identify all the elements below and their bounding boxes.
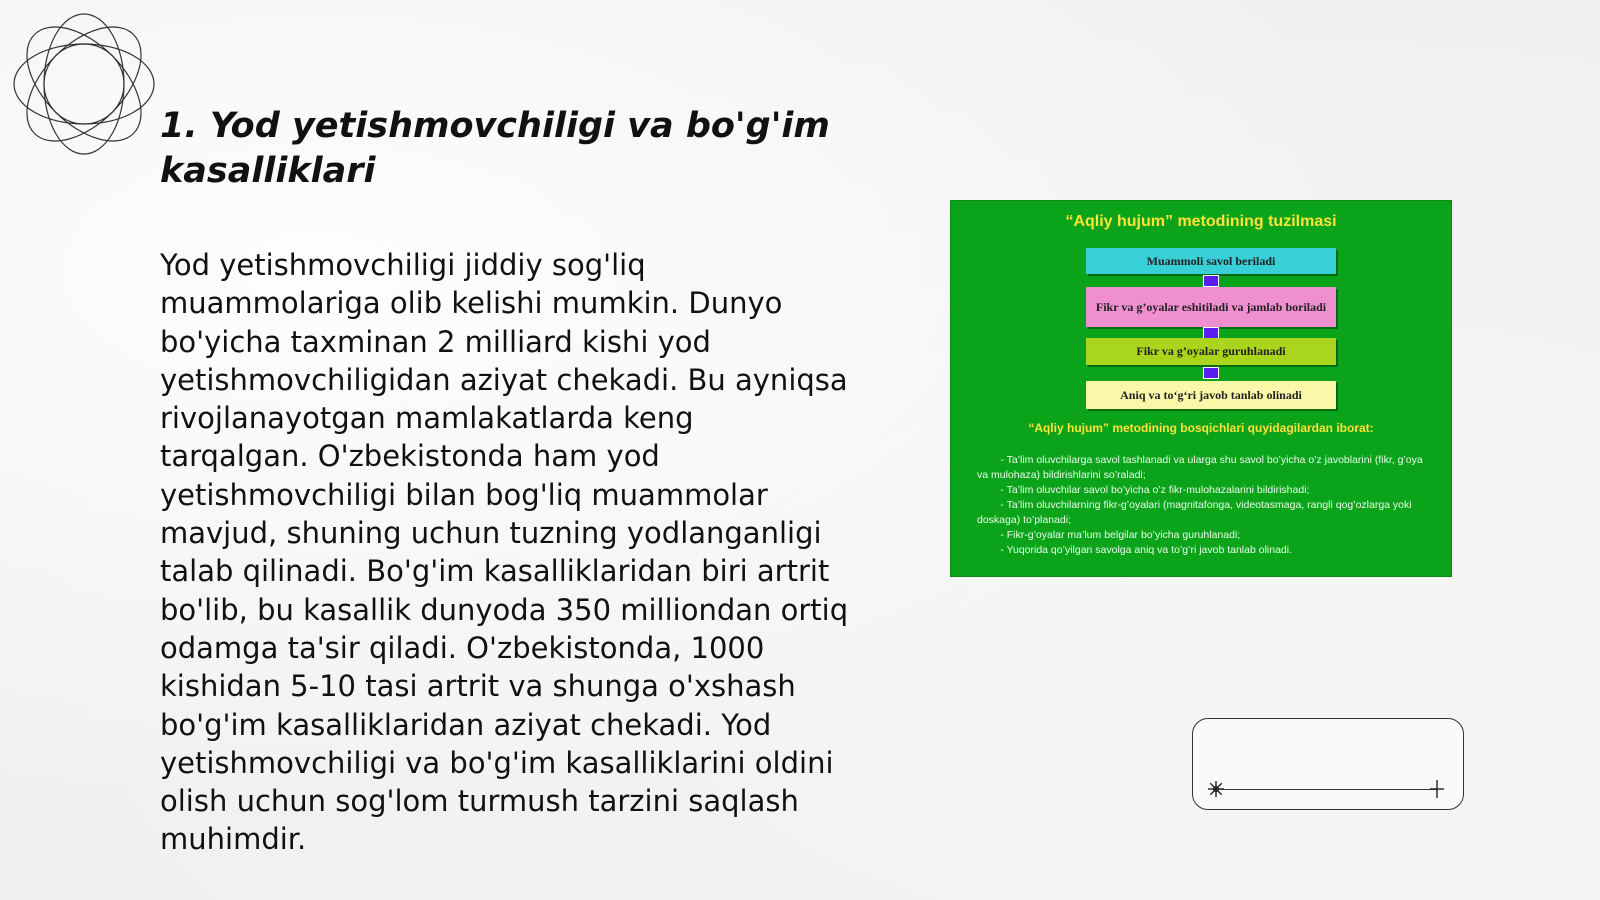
plus-icon (1427, 779, 1447, 799)
figure-title: “Aqliy hujum” metodining tuzilmasi (1065, 213, 1337, 230)
down-arrow-icon (1203, 367, 1219, 379)
page-title: 1. Yod yetishmovchiligi va bo'g'im kasalliklari (160, 106, 830, 191)
list-item: - Yuqorida qo’yilgan savolga aniq va to’g’ri javob tanlab olinadi. (977, 544, 1293, 556)
figure-step-2: Fikr va g’oyalar eshitiladi va jamlab boriladi (1086, 287, 1336, 327)
figure-step-1: Muammoli savol beriladi (1086, 248, 1336, 274)
body-paragraph: Yod yetishmovchiligi jiddiy sog'liq muammolariga olib kelishi mumkin. Dunyo bo'yicha taxminan 2 milliard kishi yod yetishmovchiligidan aziyat chekadi. Bu ayniqsa rivojlanayotgan mamlakatlarda keng tarqalgan. O'zbekistonda ham yod yetishmovchiligi bilan bog'liq muammolar mavjud, shuning uchun tuzning yodlanganligi talab qilinadi. Bo'g'im kasalliklaridan biri artrit bo'lib, bu kasallik dunyoda 350 milliondan ortiq odamga ta'sir qiladi. O'zbekistonda, 1000 kishidan 5-10 tasi artrit va shunga o'xshash bo'g'im kasalliklaridan aziyat chekadi. Yod yetishmovchiligi va bo'g'im kasalliklarini oldini olish uchun sog'lom turmush tarzini saqlash muhimdir. (160, 248, 849, 857)
list-item: - Ta’lim oluvchilarga savol tashlanadi va ularga shu savol bo’yicha o’z javoblarini (fikr, g’oya va mulohaza) bildirishlarini so’raladi; (977, 454, 1426, 481)
figure-step-3: Fikr va g’oyalar guruhlanadi (1086, 338, 1336, 365)
geometric-circles-logo-icon (10, 10, 158, 158)
divider-line (1217, 789, 1437, 790)
list-item: - Ta’lim oluvchilarning fikr-g’oyalari (magnitafonga, videotasmaga, rangli qog’ozlarga yoki doskaga) to’planadi; (977, 499, 1415, 526)
brainstorm-method-figure (950, 200, 1452, 577)
list-item: - Ta’lim oluvchilar savol bo’yicha o’z fikr-mulohazalarini bildirishadi; (977, 484, 1310, 496)
figure-step-4: Aniq va to‘g‘ri javob tanlab olinadi (1086, 381, 1336, 409)
down-arrow-icon (1203, 275, 1219, 287)
list-item: - Fikr-g’oyalar ma’lum belgilar bo’yicha guruhlanadi; (977, 529, 1241, 541)
caption-box (1192, 718, 1464, 810)
figure-list (977, 453, 1435, 558)
figure-subtitle: “Aqliy hujum” metodining bosqichlari quyidagilardan iborat: (1028, 421, 1374, 435)
